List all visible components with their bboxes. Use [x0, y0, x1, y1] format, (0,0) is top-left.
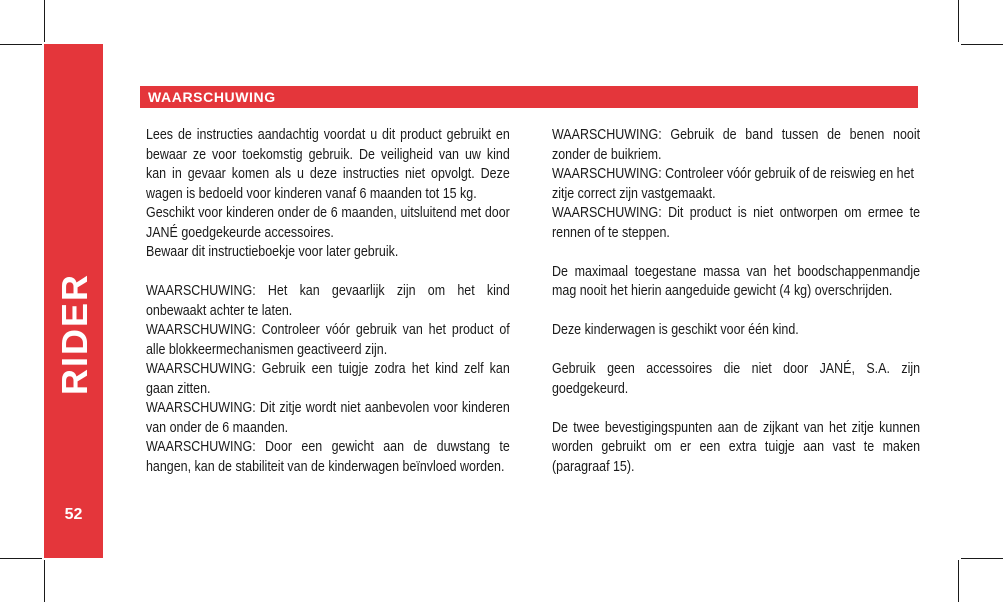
- crop-mark-top-left-horizontal: [0, 44, 42, 45]
- crop-mark-bottom-right-vertical: [958, 560, 959, 602]
- warning-crotch-strap: WAARSCHUWING: Gebruik de band tussen de benen nooit zonder de buikriem.: [552, 127, 921, 163]
- warning-locking-mechanisms: WAARSCHUWING: Controleer vóór gebruik van het product of alle blokkeermechanismen geactiveerd zijn.: [146, 322, 510, 358]
- one-child-paragraph: Deze kinderwagen is geschikt voor één kind.: [552, 322, 799, 338]
- crop-mark-bottom-right-horizontal: [961, 558, 1003, 559]
- intro-paragraph: Lees de instructies aandachtig voordat u dit product gebruikt en bewaar ze voor toekomstig gebruik. De veiligheid van uw kind kan in gevaar komen als u deze instructies niet opvolgt. Deze wagen is bedoeld voor kinderen vanaf 6 maanden tot 15 kg.: [146, 127, 510, 202]
- crop-mark-top-left-vertical: [44, 0, 45, 42]
- warning-banner-label: WAARSCHUWING: [148, 89, 276, 105]
- warning-unattended: WAARSCHUWING: Het kan gevaarlijk zijn om het kind onbewaakt achter te laten.: [146, 283, 510, 319]
- page-number: 52: [64, 506, 83, 523]
- basket-load-paragraph: De maximaal toegestane massa van het boodschappenmandje mag nooit het hierin aangeduide gewicht (4 kg) overschrijden.: [552, 263, 921, 299]
- warning-carrycot-attachment: WAARSCHUWING: Controleer vóór gebruik of de reiswieg en het zitje correct zijn vastgemaakt.: [552, 166, 915, 202]
- left-column: [146, 126, 510, 477]
- warning-running: WAARSCHUWING: Dit product is niet ontworpen om ermee te rennen of te steppen.: [552, 205, 921, 241]
- suitability-paragraph: Geschikt voor kinderen onder de 6 maanden, uitsluitend met door JANÉ goedgekeurde accessoires.: [146, 205, 510, 241]
- crop-mark-top-right-horizontal: [961, 44, 1003, 45]
- crop-mark-top-right-vertical: [958, 0, 959, 42]
- side-tab-title: RIDER: [54, 272, 95, 396]
- fixing-points-paragraph: De twee bevestigingspunten aan de zijkant van het zitje kunnen worden gebruikt om er een extra tuigje aan vast te maken (paragraaf 15).: [552, 419, 921, 475]
- warning-harness: WAARSCHUWING: Gebruik een tuigje zodra het kind zelf kan gaan zitten.: [146, 361, 510, 397]
- crop-mark-bottom-left-horizontal: [0, 558, 42, 559]
- accessories-paragraph: Gebruik geen accessoires die niet door JANÉ, S.A. zijn goedgekeurd.: [552, 361, 921, 397]
- warning-seat-age: WAARSCHUWING: Dit zitje wordt niet aanbevolen voor kinderen van onder de 6 maanden.: [146, 400, 510, 436]
- keep-instructions-paragraph: Bewaar dit instructieboekje voor later gebruik.: [146, 244, 399, 260]
- side-tab: [44, 44, 103, 558]
- right-column: [552, 126, 920, 477]
- crop-mark-bottom-left-vertical: [44, 560, 45, 602]
- warning-banner: [140, 86, 918, 108]
- warning-handlebar-load: WAARSCHUWING: Door een gewicht aan de duwstang te hangen, kan de stabiliteit van de kinderwagen beïnvloed worden.: [146, 439, 510, 475]
